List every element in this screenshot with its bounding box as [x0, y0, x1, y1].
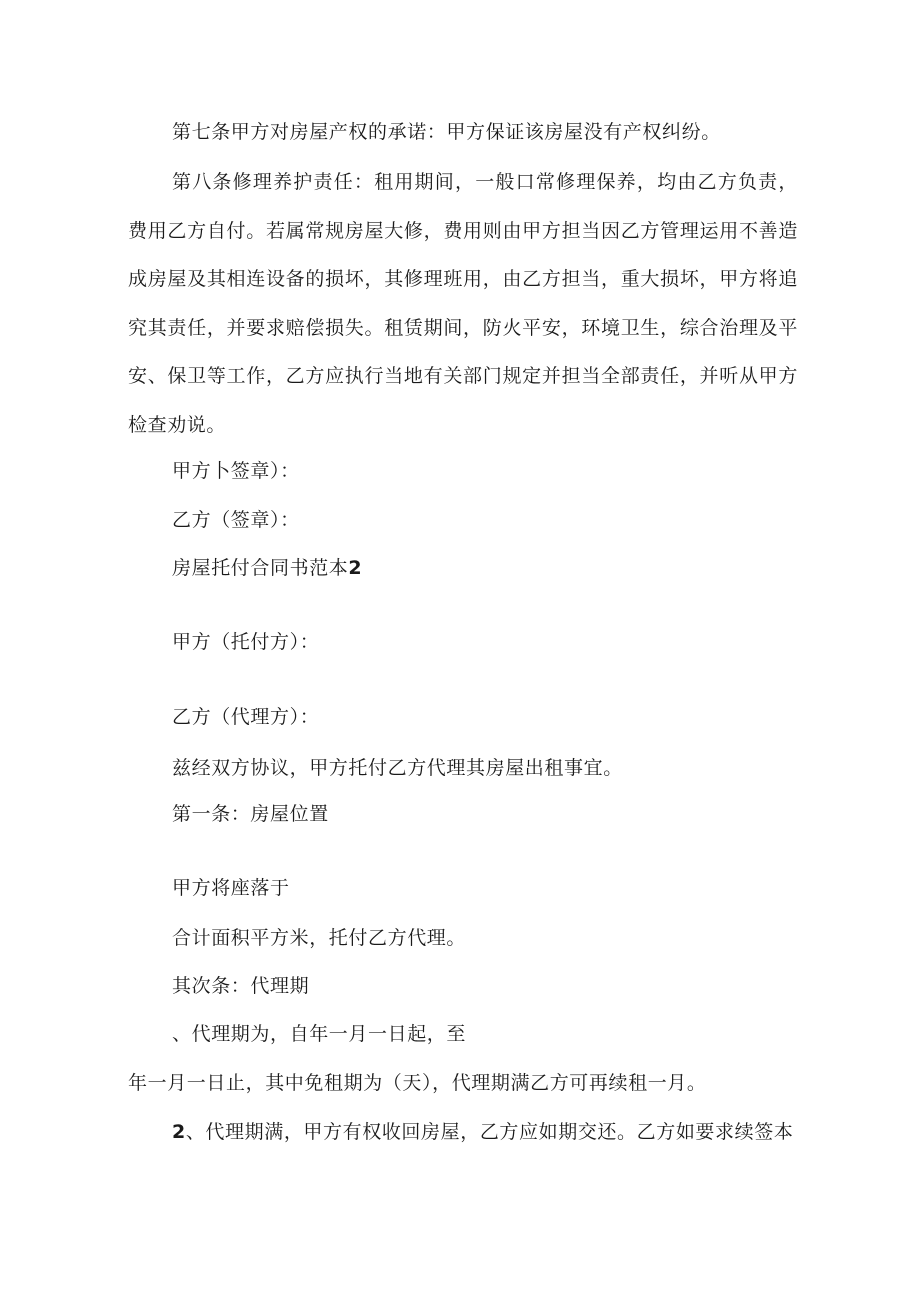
party-a-signature: 甲方卜签章）：	[172, 460, 300, 482]
intro-statement: 兹经双方协议，甲方托付乙方代理其房屋出租事宜。	[172, 757, 623, 779]
clause-2-item-1-line-1: 、代理期为，自年一月一日起，至	[172, 1023, 467, 1045]
article-7: 第七条甲方对房屋产权的承诺：甲方保证该房屋没有产权纠纷。	[172, 121, 721, 143]
clause-2-item-2-text: 、代理期满，甲方有权收回房屋，乙方应如期交还。乙方如要求续签本	[185, 1121, 794, 1143]
article-8-paragraph: 第八条修理养护责任：租用期间，一般口常修理保养，均由乙方负责，费用乙方自付。若属常规房屋大修，费用则由甲方担当因乙方管理运用不善造成房屋及其相连设备的损坏，其修理班用，由乙方担当，重大损坏，甲方将追究其责任，并要求赔偿损失。租赁期间，防火平安，环境卫生，综合治理及平安、保卫等工作，乙方应执行当地有关部门规定并担当全部责任，并听从甲方检查劝说。	[128, 171, 798, 436]
clause-1-line-1: 甲方将座落于	[172, 877, 290, 899]
contract-title-number: 2	[348, 557, 363, 579]
party-b-agent: 乙方（代理方）：	[172, 706, 320, 728]
contract-title-2	[172, 556, 842, 580]
clause-1-title: 第一条：房屋位置	[172, 803, 329, 825]
clause-2-item-2-number: 2	[172, 1121, 186, 1143]
clause-2-item-1-line-2: 年一月一日止，其中免租期为（天），代理期满乙方可再续租一月。	[128, 1072, 707, 1094]
clause-1-line-2: 合计面积平方米，托付乙方代理。	[172, 927, 467, 949]
party-b-signature: 乙方（签章）：	[172, 509, 300, 531]
clause-2-title: 其次条：代理期	[172, 975, 310, 997]
party-a-entrusting: 甲方（托付方）：	[172, 631, 320, 653]
clause-2-item-2	[172, 1120, 842, 1144]
contract-title-text: 房屋托付合同书范本	[172, 557, 349, 579]
